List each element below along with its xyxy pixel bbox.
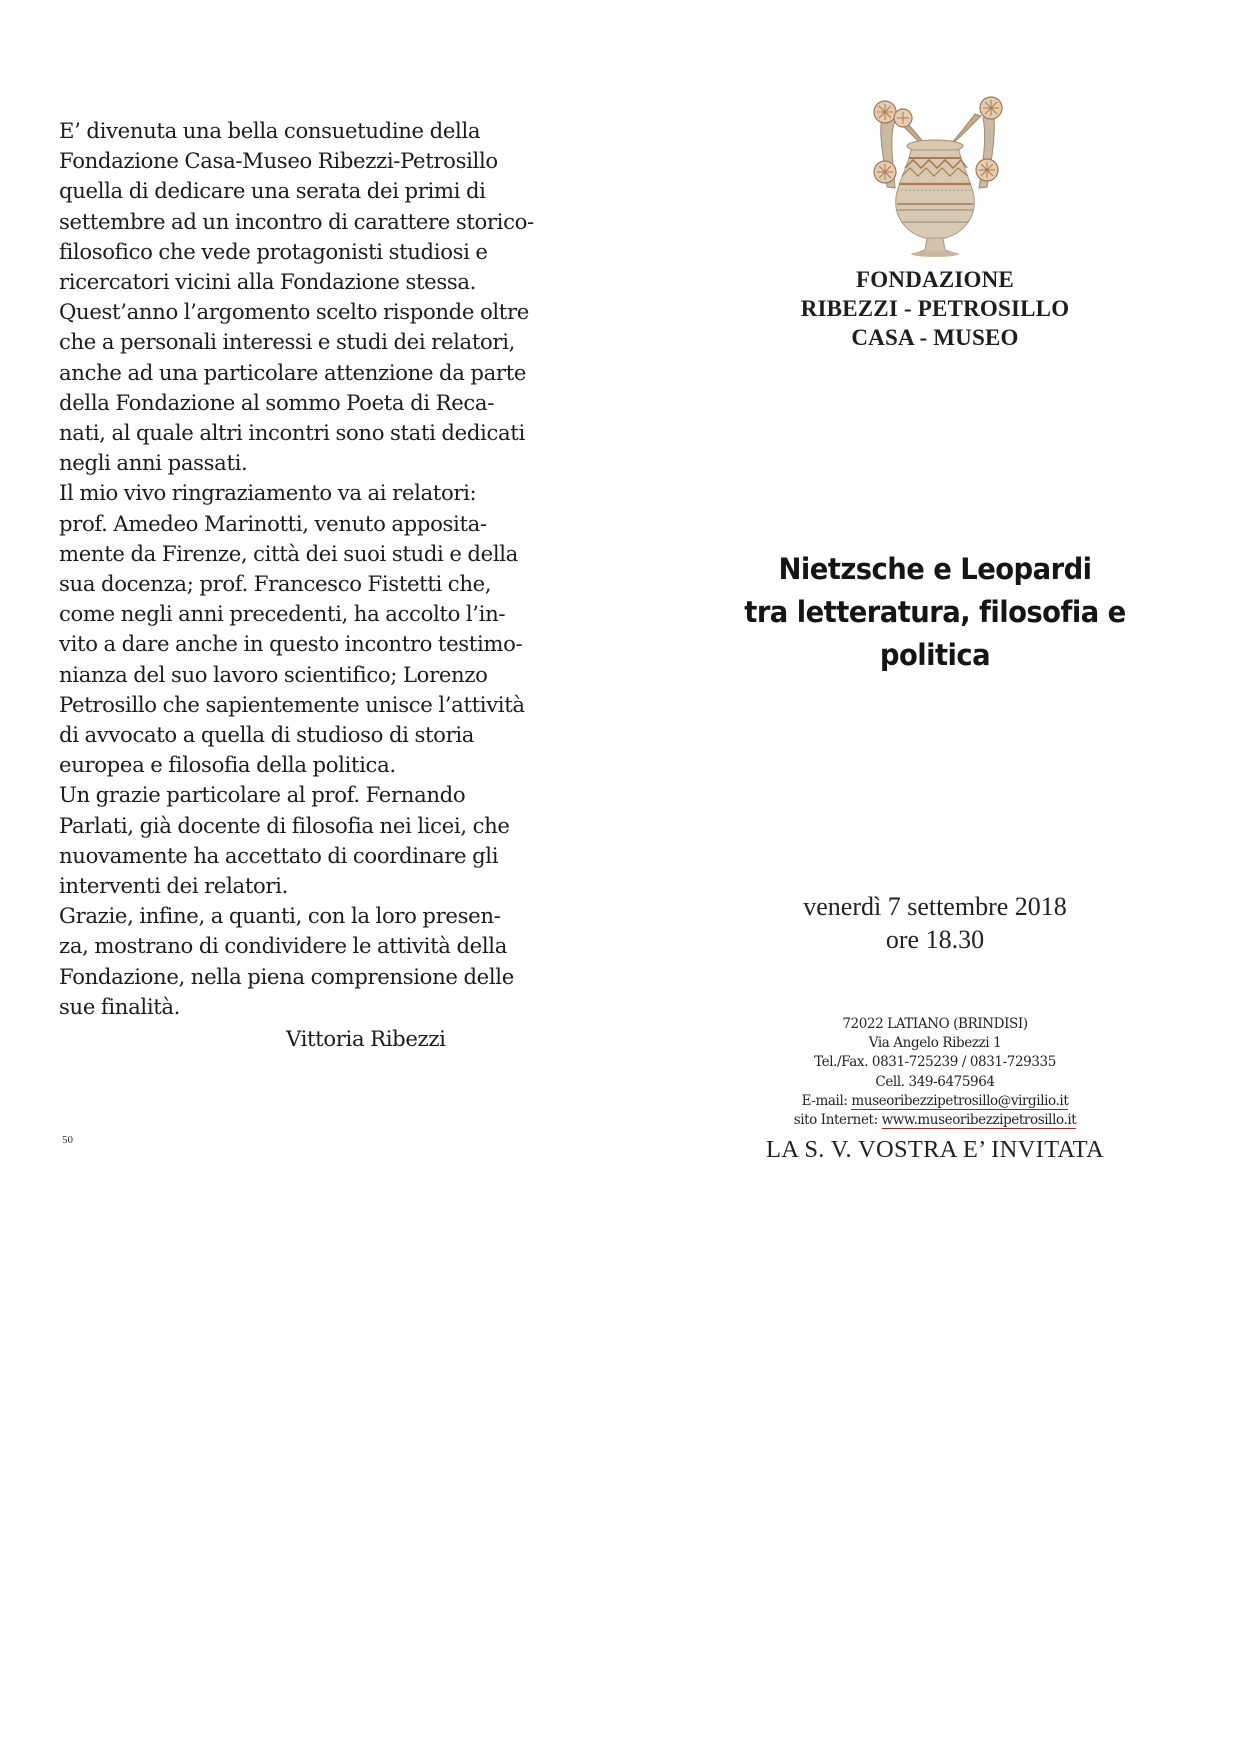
letter-line: che a personali interessi e studi dei relatori, — [59, 329, 516, 355]
letter-line: nuovamente ha accettato di coordinare gli — [59, 842, 499, 868]
letter-line: ricercatori vicini alla Fondazione stessa. — [59, 269, 477, 295]
letter-line: Parlati, già docente di filosofia nei licei, che — [59, 812, 510, 838]
letter-line: negli anni passati. — [59, 450, 248, 476]
letter-line: nati, al quale altri incontri sono stati dedicati — [59, 420, 525, 446]
event-title-line: Nietzsche e Leopardi — [778, 552, 1092, 586]
letter-line: E’ divenuta una bella consuetudine della — [59, 118, 481, 143]
letter-line: Fondazione Casa-Museo Ribezzi-Petrosillo — [59, 148, 498, 174]
foundation-line: FONDAZIONE — [856, 267, 1014, 292]
event-title-line: tra letteratura, filosofia e — [744, 595, 1126, 629]
letter-line: Il mio vivo ringraziamento va ai relatori: — [59, 480, 477, 506]
letter-line: za, mostrano di condividere le attività della — [59, 933, 507, 959]
letter-line: della Fondazione al sommo Poeta di Reca- — [59, 389, 495, 415]
contact-block — [700, 1015, 1170, 1130]
website-link[interactable]: www.museoribezzipetrosillo.it — [881, 1112, 1077, 1129]
letter-line: quella di dedicare una serata dei primi di — [59, 178, 486, 204]
event-title — [703, 548, 1168, 677]
letter-line: di avvocato a quella di studioso di storia — [59, 722, 475, 748]
email-label: E-mail: — [801, 1092, 852, 1109]
website-label: sito Internet: — [793, 1112, 882, 1129]
address-city: 72022 LATIANO (BRINDISI) — [842, 1016, 1028, 1032]
letter-line: Grazie, infine, a quanti, con la loro presen- — [59, 903, 501, 929]
letter-line: prof. Amedeo Marinotti, venuto apposita- — [59, 510, 487, 536]
letter-line: mente da Firenze, città dei suoi studi e della — [59, 540, 518, 566]
letter-line: interventi dei relatori. — [59, 873, 288, 899]
amphora-vase-icon — [855, 92, 1015, 262]
letter-line: Un grazie particolare al prof. Fernando — [59, 782, 466, 808]
foundation-name — [700, 265, 1170, 352]
letter-line: nianza del suo lavoro scientifico; Lorenzo — [59, 661, 488, 687]
letter-line: europea e filosofia della politica. — [59, 752, 396, 778]
cell-phone: Cell. 349-6475964 — [875, 1073, 995, 1090]
letter-line: anche ad una particolare attenzione da parte — [59, 359, 527, 385]
letter-line: filosofico che vede protagonisti studiosi e — [59, 238, 488, 264]
email-link[interactable]: museoribezzipetrosillo@virgilio.it — [851, 1092, 1069, 1109]
letter-line: Quest’anno l’argomento scelto risponde oltre — [59, 299, 529, 325]
invitation-line: LA S. V. VOSTRA E’ INVITATA — [766, 1136, 1104, 1163]
foundation-line: RIBEZZI - PETROSILLO — [800, 296, 1070, 321]
letter-line: sua docenza; prof. Francesco Fistetti che, — [59, 571, 492, 597]
event-time: ore 18.30 — [885, 925, 985, 954]
telfax: Tel./Fax. 0831-725239 / 0831-729335 — [814, 1054, 1056, 1071]
address-street: Via Angelo Ribezzi 1 — [868, 1035, 1002, 1052]
letter-line: come negli anni precedenti, ha accolto l’in- — [59, 601, 506, 627]
email-row — [700, 1092, 1170, 1111]
event-title-line: politica — [879, 638, 991, 672]
letter-line: settembre ad un incontro di carattere storico- — [59, 208, 534, 234]
event-date: venerdì 7 settembre 2018 — [803, 892, 1067, 921]
letter-line: vito a dare anche in questo incontro testimo- — [59, 631, 523, 657]
letter-line: Fondazione, nella piena comprensione delle — [59, 963, 514, 989]
letter-line: sue finalità. — [59, 993, 181, 1019]
website-row — [700, 1111, 1170, 1130]
page-number: 50 — [62, 1134, 73, 1146]
letter-column — [59, 116, 559, 1054]
letter-signature: Vittoria Ribezzi — [286, 1026, 446, 1052]
event-datetime — [700, 890, 1170, 956]
letter-line: Petrosillo che sapientemente unisce l’attività — [59, 691, 525, 717]
foundation-line: CASA - MUSEO — [851, 325, 1019, 350]
